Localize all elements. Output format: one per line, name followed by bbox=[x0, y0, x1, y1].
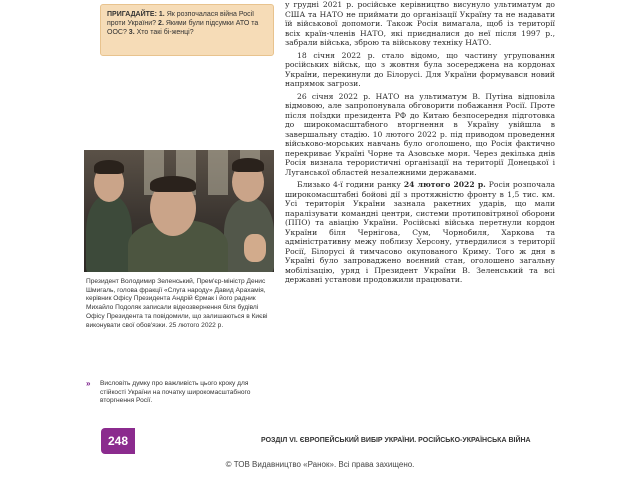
recall-question-1: Як розпочалася війна Росії проти України? bbox=[107, 11, 255, 27]
recall-number-1: 1. bbox=[158, 11, 165, 18]
paragraph-4-lead: Близько 4-ї години ранку bbox=[297, 180, 401, 189]
main-text-column bbox=[285, 0, 555, 288]
copyright-notice: © ТОВ Видавництво «Ранок». Всі права захищено. bbox=[225, 460, 415, 469]
paragraph-2: 18 січня 2022 р. стало відомо, що частину угруповання російських військ, що з жовтня була зосереджена на кордонах України, перекинули до Білорусі. Для України формувався новий напрямок загрози. bbox=[285, 50, 555, 88]
page-number: 248 bbox=[101, 428, 135, 454]
task-arrow-icon: » bbox=[86, 379, 91, 388]
task-box bbox=[86, 380, 274, 420]
section-title: РОЗДІЛ VI. ЄВРОПЕЙСЬКИЙ ВИБІР УКРАЇНИ. РОСІЙСЬКО-УКРАЇНСЬКА ВІЙНА bbox=[261, 437, 531, 444]
recall-question-3: Хто такі бі-женці? bbox=[136, 29, 194, 36]
photo-caption: Президент Володимир Зеленський, Прем'єр-міністр Денис Шмигаль, голова фракції «Слуга народу» Давид Арахамія, керівник Офісу Президента Андрій Єрмак і його радник Михайло Подоляк записали відеозвернення біля будівлі Офісу Президента та повідомили, що залишаються в Києві виконувати свої обов'язки. 25 лютого 2022 р. bbox=[86, 278, 268, 329]
recall-question-2: Якими були підсумки АТО та ООС? bbox=[107, 20, 259, 36]
leaders-photo bbox=[84, 150, 274, 272]
paragraph-1: у грудні 2021 р. російське керівництво висунуло ультиматум до США та НАТО не приймати до організації Україну та не надавати їй військової допомоги. Також Росія вимагала, щоб із території всіх країн-членів НАТО, які приєдналися до неї після 1997 р., забрали війська, зброю та військову техніку НАТО. bbox=[285, 0, 555, 47]
paragraph-3: 26 січня 2022 р. НАТО на ультиматум В. Путіна відповіла відмовою, але запропонувала обговорити побажання Росії. Проте після поїздки президента РФ до Китаю безпосередня підготовка до широкомасштабного вторгнення в Україну увійшла в завершальну стадію. 10 лютого 2022 р. під приводом проведення військово-морських навчань було оголошено, що Росія фактично перекриває Україні Чорне та Азовське моря. Через декілька днів Росія визнала терористичні організації на території Донецької і Луганської областей незалежними державами. bbox=[285, 91, 555, 177]
invasion-date: 24 лютого 2022 р. bbox=[403, 180, 486, 189]
footer-bar bbox=[101, 428, 561, 454]
left-column bbox=[84, 0, 279, 440]
recall-box bbox=[100, 4, 274, 56]
paragraph-4-text: Росія розпочала широкомасштабні бойові дії з протяжністю фронту в 1,5 тис. км. Усі територія України зазнала ракетних ударів, що мали паралізувати командні центри, системи протиповітряної оборони (ППО) та авіацію України. Російські війська перетнули кордон України біля Чернігова, Сум, Чорнобиля, Харкова та адміністративну межу поблизу Херсону, утвердилися з території Росії, Білорусі й тимчасово окупованого Криму. Того ж дня в Україні було запроваджено воєнний стан, оголошено загальну мобілізацію, уряд і Президент України В. Зеленський та всі державні установи продовжили працювати. bbox=[285, 180, 556, 284]
recall-number-3: 3. bbox=[128, 29, 135, 36]
recall-label: ПРИГАДАЙТЕ: bbox=[107, 11, 157, 18]
paragraph-4 bbox=[285, 180, 555, 285]
task-text: Висловіть думку про важливість цього кроку для стійкості України на початку широкомасштабного вторгнення Росії. bbox=[100, 380, 251, 405]
recall-number-2: 2. bbox=[158, 20, 164, 27]
